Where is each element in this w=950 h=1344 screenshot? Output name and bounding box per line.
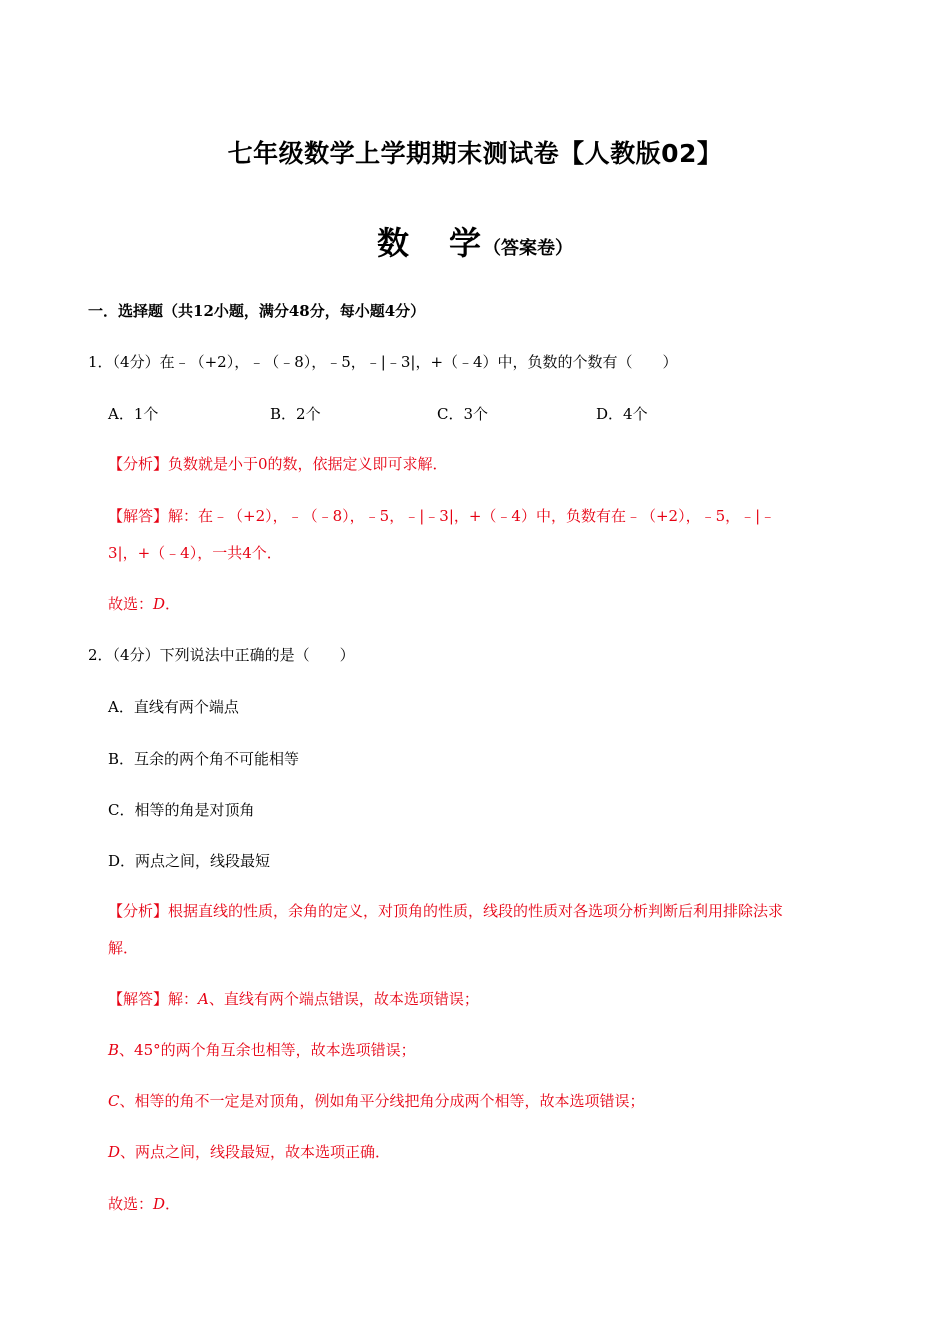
q2-choice: 故选：D． bbox=[108, 1195, 181, 1213]
q1-option-b: B．2个 bbox=[270, 405, 321, 423]
q1-choice: 故选：D． bbox=[108, 595, 181, 613]
analysis-text: 根据直线的性质，余角的定义，对顶角的性质，线段的性质对各选项分析判断后利用排除法求 bbox=[168, 902, 784, 920]
analysis-tag: 【分析】 bbox=[108, 902, 169, 920]
section-heading: 一．选择题（共12小题，满分48分，每小题4分） bbox=[88, 302, 426, 320]
q2-answer-line-3: C、相等的角不一定是对顶角，例如角平分线把角分成两个相等，故本选项错误； bbox=[108, 1092, 645, 1110]
answer-sheet-note: （答案卷） bbox=[483, 238, 574, 259]
q1-analysis bbox=[108, 454, 448, 474]
q2-option-c: C．相等的角是对顶角 bbox=[108, 801, 255, 819]
q2-option-d: D．两点之间，线段最短 bbox=[108, 852, 271, 870]
q2-answer-line-4: D、两点之间，线段最短，故本选项正确． bbox=[108, 1143, 391, 1161]
q1-option-a: A．1个 bbox=[108, 405, 159, 423]
q2-choice-letter: D bbox=[153, 1195, 166, 1213]
question-2-stem: 2．（4分）下列说法中正确的是（ ） bbox=[88, 646, 355, 664]
page-title: 七年级数学上学期期末测试卷【人教版02】 bbox=[227, 139, 723, 168]
q2-answer-line-2: B、45°的两个角互余也相等，故本选项错误； bbox=[108, 1041, 416, 1059]
question-1-stem: 1．（4分）在﹣（+2），﹣（﹣8），﹣5，﹣|﹣3|，+（﹣4）中，负数的个数有（ ） bbox=[88, 353, 678, 371]
q1-answer-line-1 bbox=[108, 506, 775, 526]
q2-analysis-line-2: 解． bbox=[108, 939, 139, 957]
answer-text: 解：在﹣（+2），﹣（﹣8），﹣5，﹣|﹣3|，+（﹣4）中，负数有在﹣（+2），﹣5，﹣|﹣ bbox=[168, 507, 776, 525]
analysis-text: 负数就是小于0的数，依据定义即可求解． bbox=[168, 455, 448, 473]
q2-analysis-line-1 bbox=[108, 901, 783, 921]
subject-label: 数 学 bbox=[376, 224, 484, 262]
q2-option-a: A．直线有两个端点 bbox=[108, 698, 239, 716]
answer-tag: 【解答】 bbox=[108, 507, 169, 525]
q1-option-c: C．3个 bbox=[437, 405, 489, 423]
answer-tag: 【解答】 bbox=[108, 990, 169, 1008]
q1-choice-letter: D bbox=[153, 595, 166, 613]
q2-answer-line-1: 【解答】解：A、直线有两个端点错误，故本选项错误； bbox=[108, 990, 479, 1008]
q1-answer-line-2: 3|，+（﹣4），一共4个． bbox=[108, 544, 282, 562]
q2-option-b: B．互余的两个角不可能相等 bbox=[108, 750, 300, 768]
subject-heading bbox=[0, 218, 950, 264]
analysis-tag: 【分析】 bbox=[108, 455, 169, 473]
q1-option-d: D．4个 bbox=[596, 405, 648, 423]
